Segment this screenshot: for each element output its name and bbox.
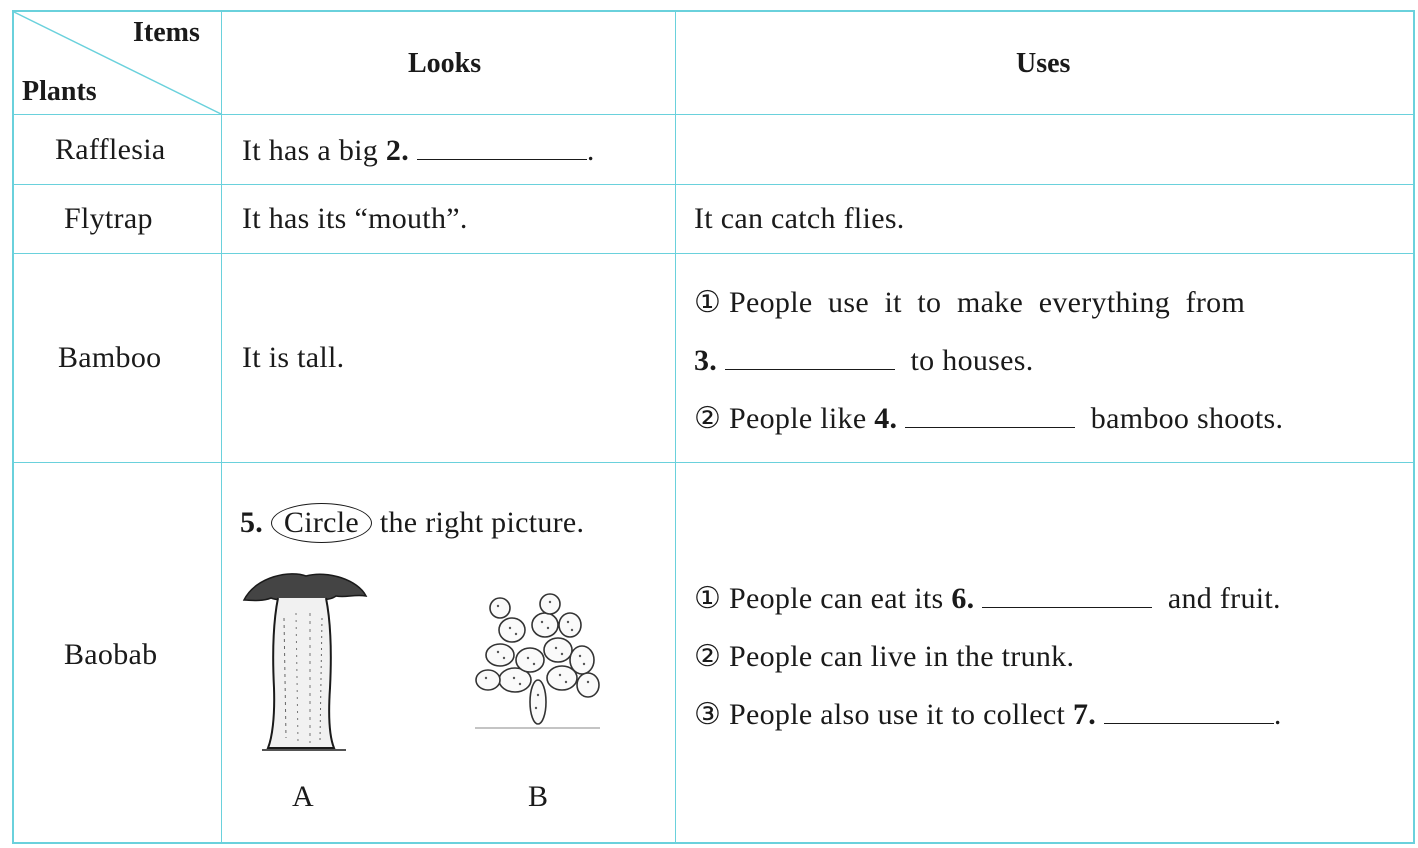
uses-text: ③ People also use it to collect <box>694 698 1066 731</box>
baobab-uses-line-3 <box>694 697 1282 732</box>
row-divider <box>12 184 1415 185</box>
column-divider <box>675 10 676 844</box>
uses-text: and fruit. <box>1167 582 1281 615</box>
question-number: 5. <box>240 506 264 539</box>
question-number: 2. <box>385 134 409 167</box>
cactus-picture[interactable] <box>470 590 605 735</box>
bamboo-uses-line-3 <box>694 401 1283 436</box>
header-uses-label: Uses <box>1016 48 1071 79</box>
baobab-uses-line-2: ② People can live in the trunk. <box>694 640 1075 673</box>
baobab-looks-instruction <box>240 503 584 543</box>
question-number: 7. <box>1072 698 1097 731</box>
header-plants-label: Plants <box>22 76 97 107</box>
plant-name-rafflesia: Rafflesia <box>55 133 166 166</box>
answer-blank-6[interactable] <box>982 581 1152 608</box>
baobab-tree-picture[interactable] <box>236 568 371 758</box>
row-divider <box>12 253 1415 254</box>
answer-blank-3[interactable] <box>725 343 895 370</box>
flytrap-uses: It can catch flies. <box>694 202 905 235</box>
uses-text: ② People like <box>694 402 867 435</box>
answer-blank-7[interactable] <box>1104 697 1274 724</box>
option-b-label: B <box>528 780 549 813</box>
column-divider <box>221 10 222 844</box>
question-number: 6. <box>951 582 975 615</box>
circled-word: Circle <box>271 503 372 543</box>
plant-name-flytrap: Flytrap <box>64 202 153 235</box>
question-number: 4. <box>874 402 898 435</box>
punctuation: . <box>586 134 595 167</box>
answer-blank-2[interactable] <box>417 133 587 160</box>
row-divider <box>12 462 1415 463</box>
header-divider <box>12 114 1415 115</box>
bamboo-uses-line-1: ① People use it to make everything from <box>694 286 1246 319</box>
looks-text: It has a big <box>242 134 379 167</box>
bamboo-looks: It is tall. <box>242 341 345 374</box>
question-number: 3. <box>694 344 718 377</box>
uses-text: to houses. <box>910 344 1034 377</box>
header-looks-label: Looks <box>408 48 482 79</box>
baobab-uses-line-1 <box>694 581 1281 616</box>
flytrap-looks: It has its “mouth”. <box>242 202 468 235</box>
uses-text: bamboo shoots. <box>1090 402 1284 435</box>
bamboo-uses-line-2 <box>694 343 1034 378</box>
option-a-label: A <box>292 780 314 813</box>
punctuation: . <box>1273 698 1282 731</box>
uses-text: ① People can eat its <box>694 582 944 615</box>
header-items-label: Items <box>133 17 200 48</box>
instruction-text: the right picture. <box>379 506 585 539</box>
rafflesia-looks <box>242 133 595 168</box>
plant-name-bamboo: Bamboo <box>58 341 162 374</box>
answer-blank-4[interactable] <box>905 401 1075 428</box>
plant-name-baobab: Baobab <box>64 638 158 671</box>
